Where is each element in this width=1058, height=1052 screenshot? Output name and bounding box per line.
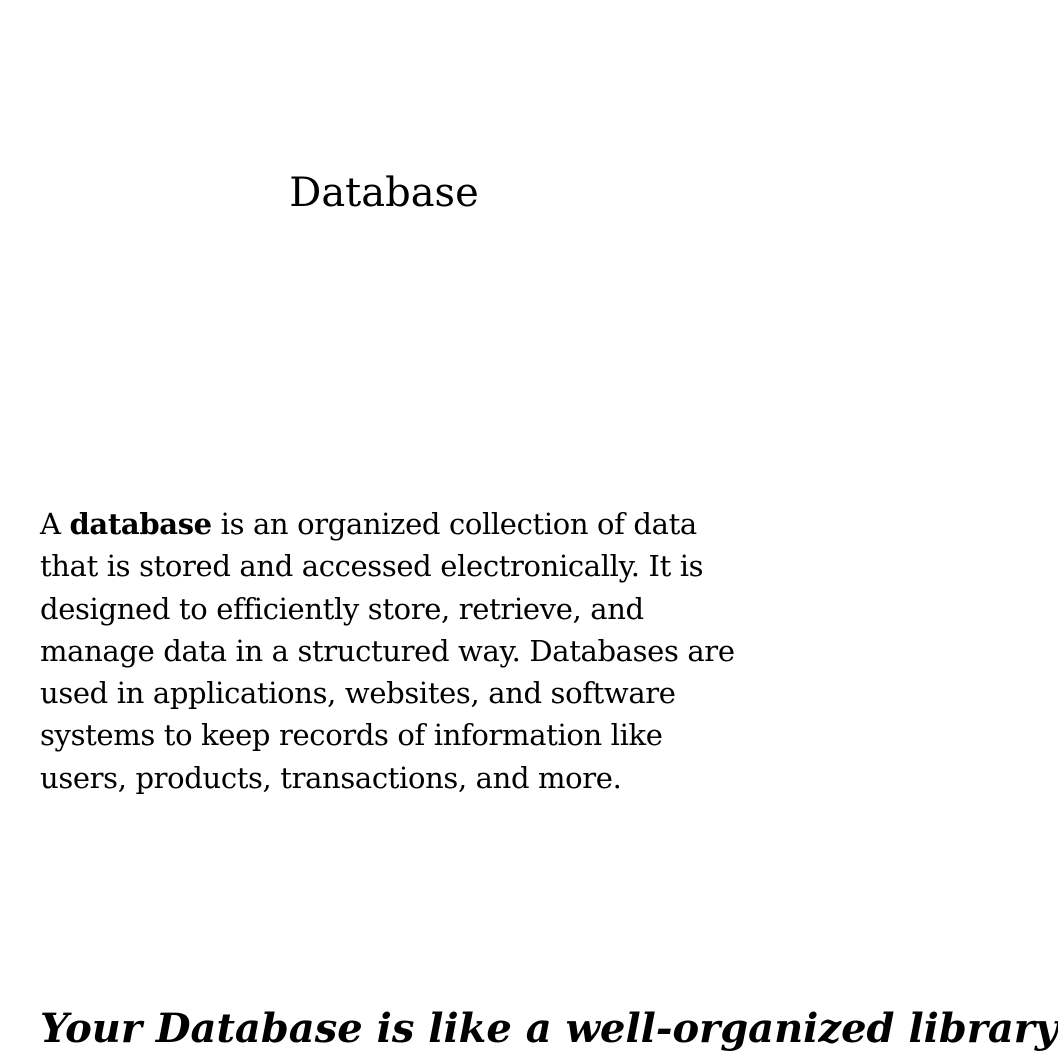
definition-lead: A (40, 507, 70, 541)
definition-term: database (69, 507, 212, 541)
cut-off-heading: Your Database is like a well-organized library (40, 1005, 1058, 1052)
document-title: Database (289, 170, 479, 216)
definition-paragraph (40, 503, 740, 799)
definition-body: is an organized collection of data that is stored and accessed electronically. It is designed to efficiently store, retrieve, and manage data in a structured way. Databases are used in applications, websites, and software systems to keep records of information like users, products, transactions, and more. (40, 507, 735, 795)
